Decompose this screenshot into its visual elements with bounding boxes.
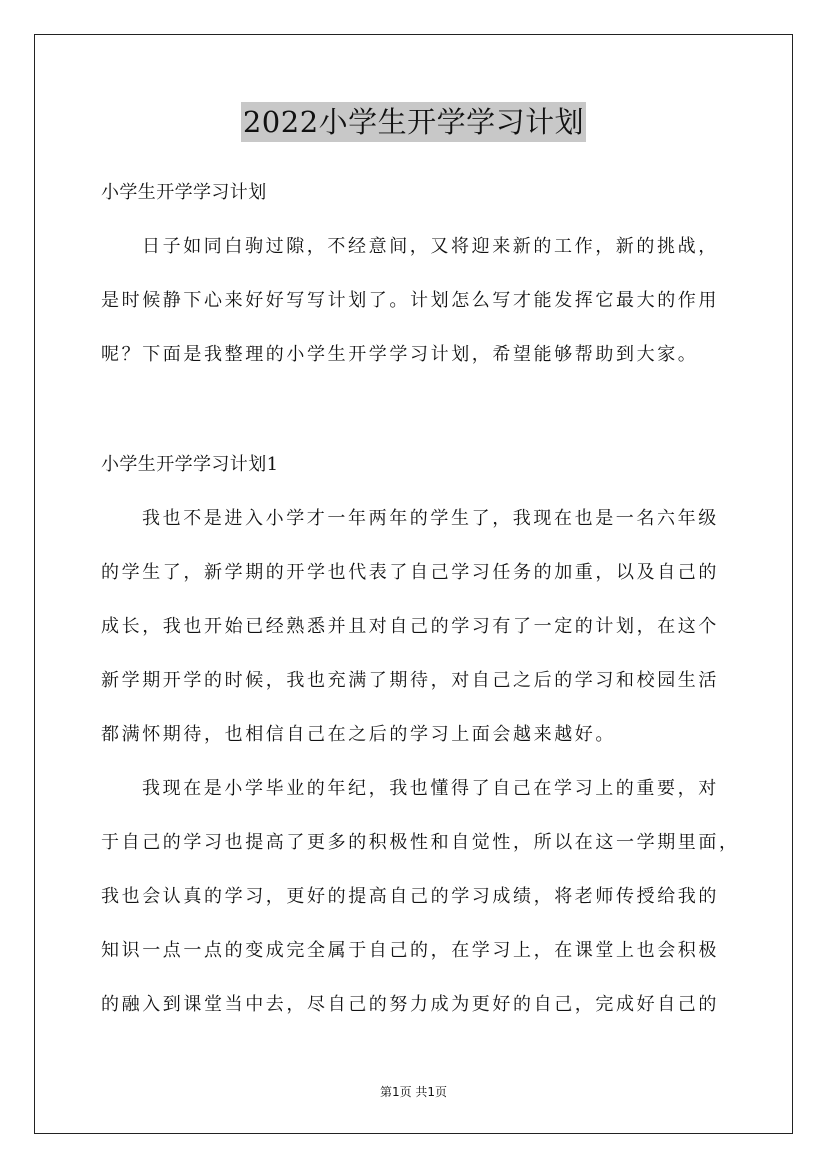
- page-number-footer: 第1页 共1页: [379, 1085, 448, 1099]
- section1-para1-line: 我也不是进入小学才一年两年的学生了，我现在也是一名六年级: [142, 508, 719, 529]
- section1-para2-line: 我现在是小学毕业的年纪，我也懂得了自己在学习上的重要，对: [142, 778, 719, 799]
- document-title: 2022小学生开学学习计划: [241, 102, 586, 142]
- section1-para1-line: 的学生了，新学期的开学也代表了自己学习任务的加重，以及自己的: [101, 562, 719, 583]
- section1-para1-line: 新学期开学的时候，我也充满了期待，对自己之后的学习和校园生活: [101, 670, 719, 691]
- section1-para1-line: 都满怀期待，也相信自己在之后的学习上面会越来越好。: [101, 724, 616, 745]
- intro-line: 是时候静下心来好好写写计划了。计划怎么写才能发挥它最大的作用: [101, 290, 719, 311]
- intro-line: 日子如同白驹过隙，不经意间，又将迎来新的工作，新的挑战，: [142, 236, 719, 257]
- section1-para2-line: 我也会认真的学习，更好的提高自己的学习成绩，将老师传授给我的: [101, 886, 719, 907]
- section1-para2-line: 知识一点一点的变成完全属于自己的，在学习上，在课堂上也会积极: [101, 940, 719, 961]
- intro-heading: 小学生开学学习计划: [101, 182, 267, 203]
- section1-para1-line: 成长，我也开始已经熟悉并且对自己的学习有了一定的计划，在这个: [101, 616, 719, 637]
- document-title-wrapper: [0, 102, 827, 142]
- section1-heading: 小学生开学学习计划1: [101, 454, 279, 475]
- intro-line: 呢？下面是我整理的小学生开学学习计划，希望能够帮助到大家。: [101, 344, 699, 365]
- section1-para2-line: 于自己的学习也提高了更多的积极性和自觉性，所以在这一学期里面，: [101, 832, 740, 853]
- section1-para2-line: 的融入到课堂当中去，尽自己的努力成为更好的自己，完成好自己的: [101, 994, 719, 1015]
